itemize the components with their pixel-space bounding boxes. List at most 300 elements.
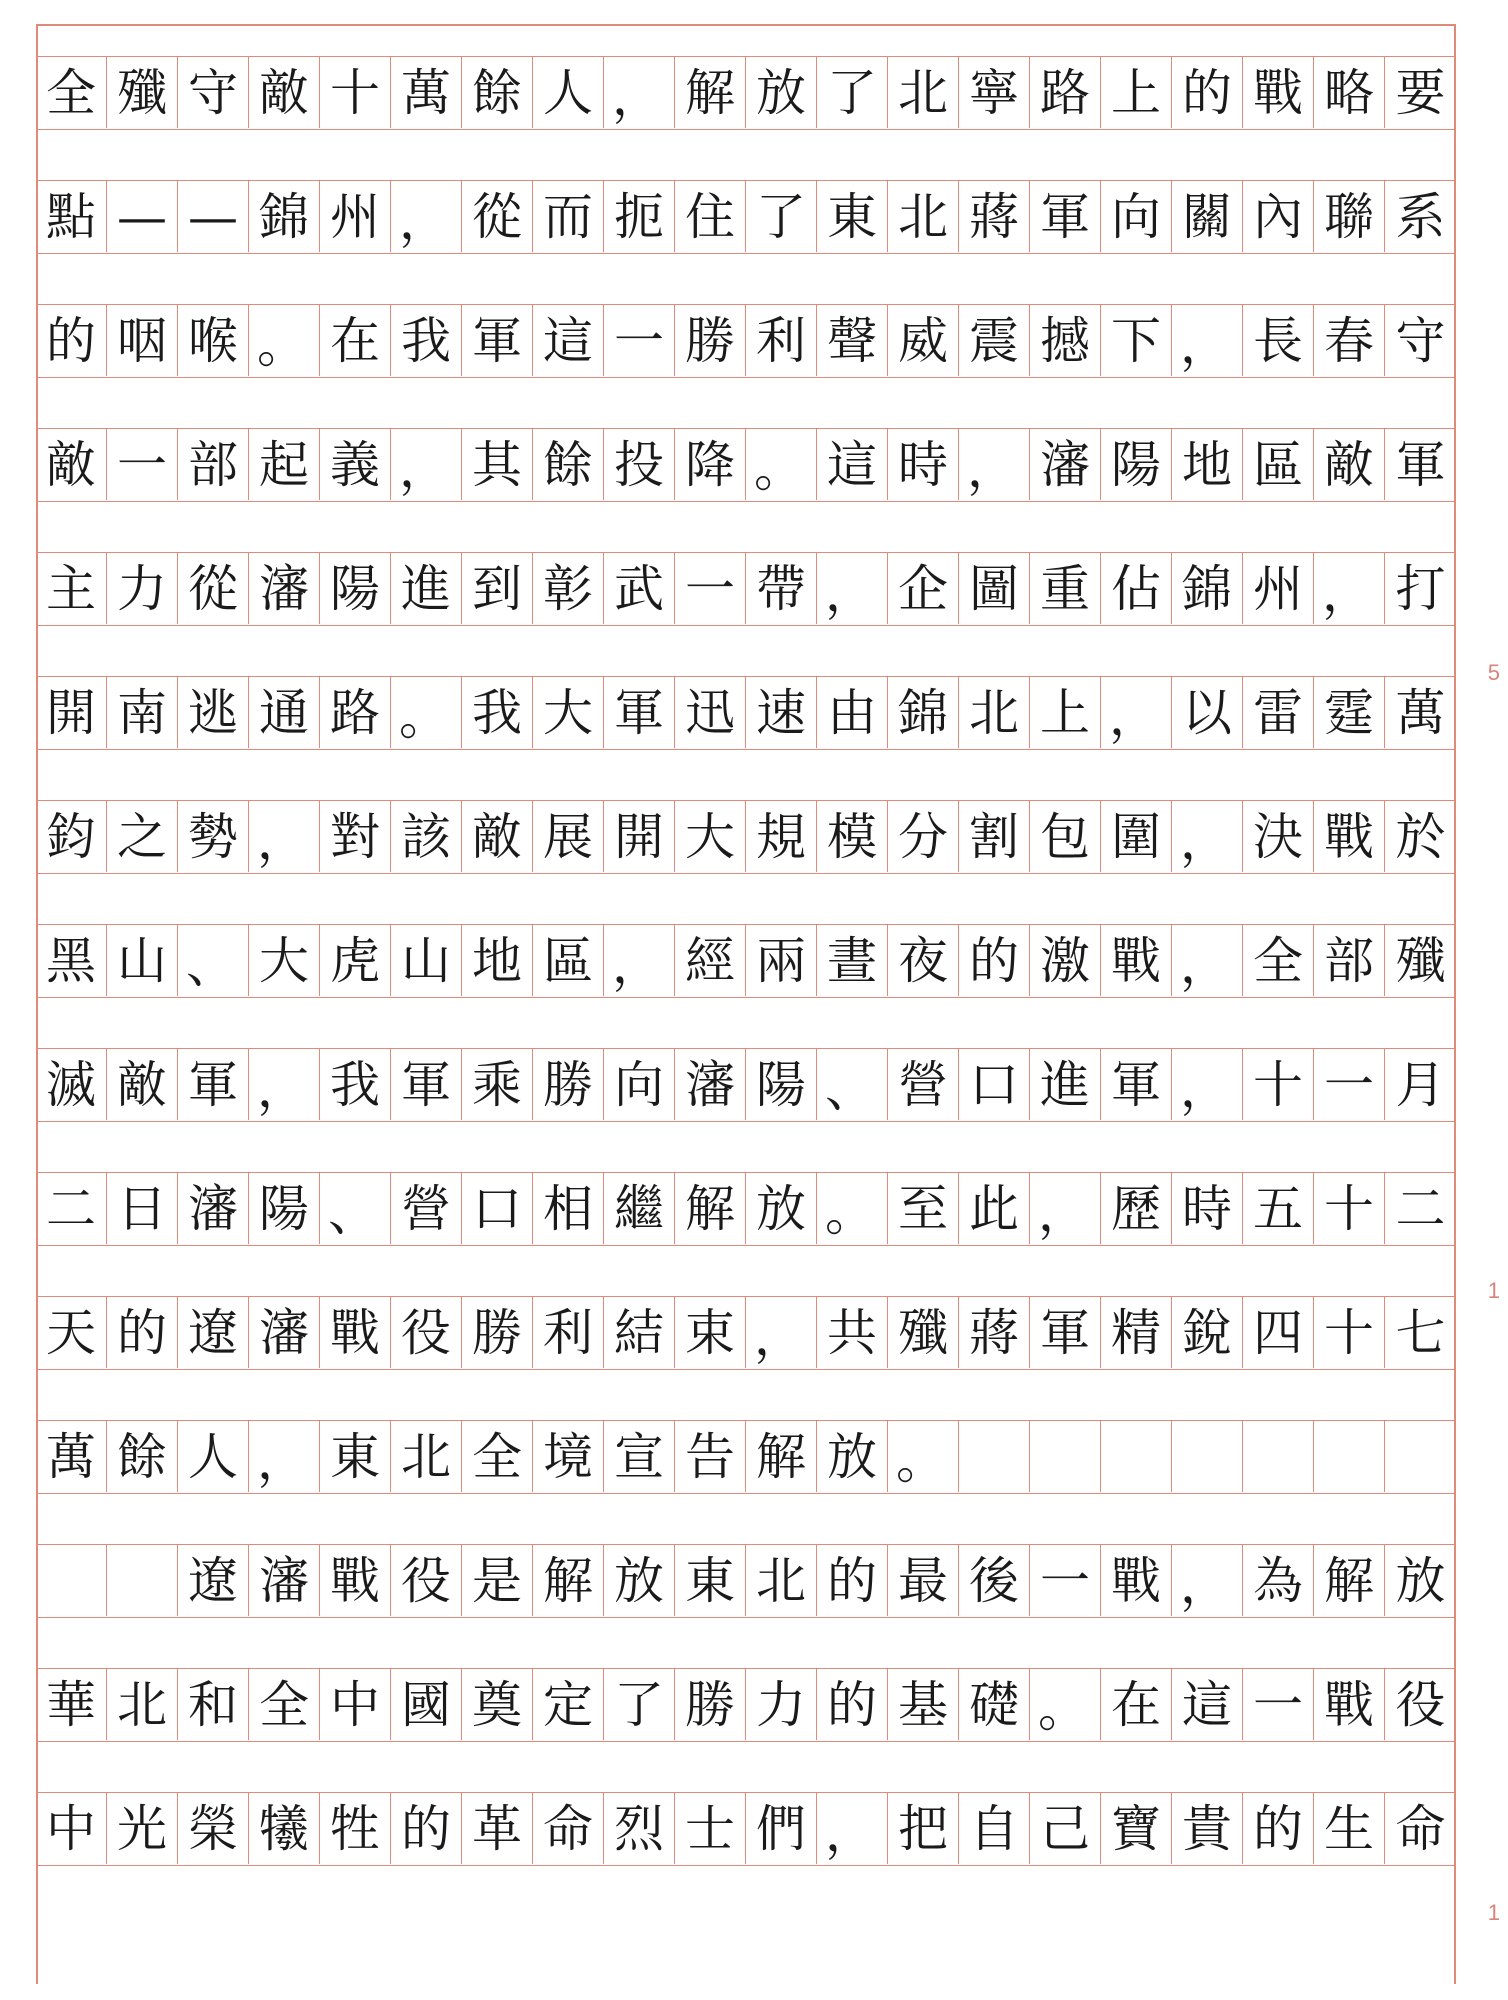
grid-cell: 勝	[462, 1297, 533, 1368]
grid-cell: 這	[533, 305, 604, 376]
grid-cell: 重	[1030, 553, 1101, 624]
grid-cell: 威	[888, 305, 959, 376]
grid-cell: 震	[959, 305, 1030, 376]
grid-cell: 對	[320, 801, 391, 872]
grid-cell: 。	[1030, 1669, 1101, 1740]
grid-cell: 軍	[1101, 1049, 1172, 1120]
grid-cell: 東	[320, 1421, 391, 1492]
grid-cell: 萬	[36, 1421, 107, 1492]
grid-cell: 晝	[817, 925, 888, 996]
grid-cell	[1243, 1421, 1314, 1492]
grid-cell: 二	[1395, 1179, 1446, 1238]
grid-cell: 光	[107, 1793, 178, 1864]
grid-cell: 口	[959, 1049, 1030, 1120]
grid-cell: 中	[36, 1793, 107, 1864]
grid-cell: 北	[107, 1669, 178, 1740]
grid-cell: ，	[249, 1421, 320, 1492]
grid-cell: 戰	[1101, 925, 1172, 996]
grid-cell: 區	[533, 925, 604, 996]
grid-cell: 義	[320, 429, 391, 500]
grid-cell: 十	[1314, 1297, 1385, 1368]
grid-cell: 帶	[746, 553, 817, 624]
grid-cell: 激	[1030, 925, 1101, 996]
grid-cell: ，	[959, 429, 1030, 500]
grid-cell: 餘	[107, 1421, 178, 1492]
grid-cell: 喉	[178, 305, 249, 376]
grid-cell: 力	[746, 1669, 817, 1740]
grid-row	[36, 800, 1456, 874]
grid-row	[36, 1296, 1456, 1370]
grid-cell: 規	[746, 801, 817, 872]
grid-cell: 宣	[604, 1421, 675, 1492]
grid-cell: 東	[675, 1545, 746, 1616]
grid-cell: 割	[959, 801, 1030, 872]
grid-cell: 點	[36, 181, 107, 252]
grid-cell: 口	[462, 1173, 533, 1244]
grid-cell: 軍	[1030, 181, 1101, 252]
grid-cell: 蔣	[959, 1297, 1030, 1368]
grid-cell: 軍	[462, 305, 533, 376]
grid-cell: 瀋	[249, 1545, 320, 1616]
grid-cell: ，	[1101, 677, 1172, 748]
grid-cell: 命	[533, 1793, 604, 1864]
grid-cell: 上	[1030, 677, 1101, 748]
grid-cell: 勝	[675, 1669, 746, 1740]
grid-cell: 最	[888, 1545, 959, 1616]
grid-cell: 榮	[178, 1793, 249, 1864]
grid-cell: 解	[675, 57, 746, 128]
grid-cell: 以	[1172, 677, 1243, 748]
grid-cell: 路	[320, 677, 391, 748]
grid-cell: 區	[1243, 429, 1314, 500]
grid-cell: ，	[604, 925, 675, 996]
grid-cell: ，	[1030, 1173, 1101, 1244]
grid-cell	[1385, 1421, 1456, 1492]
grid-cell: 了	[604, 1669, 675, 1740]
grid-cell: 這	[817, 429, 888, 500]
grid-cell: 這	[1172, 1669, 1243, 1740]
grid-cell: 我	[462, 677, 533, 748]
grid-cell: 一	[604, 305, 675, 376]
grid-cell: 、	[178, 925, 249, 996]
grid-cell	[1314, 1421, 1385, 1492]
grid-cell: 告	[675, 1421, 746, 1492]
grid-cell: 礎	[959, 1669, 1030, 1740]
grid-cell: 鈞	[36, 801, 107, 872]
grid-cell: 餘	[533, 429, 604, 500]
grid-cell: 全	[1243, 925, 1314, 996]
grid-cell: 住	[675, 181, 746, 252]
grid-cell: 降	[675, 429, 746, 500]
grid-cell: 咽	[107, 305, 178, 376]
grid-cell: 滅	[36, 1049, 107, 1120]
grid-cell: 牲	[320, 1793, 391, 1864]
grid-cell: 長	[1243, 305, 1314, 376]
grid-cell	[1030, 1421, 1101, 1492]
grid-cell: 部	[178, 429, 249, 500]
grid-cell: 十	[1243, 1049, 1314, 1120]
grid-cell: 敵	[1314, 429, 1385, 500]
grid-cell: ，	[391, 429, 462, 500]
grid-row	[36, 552, 1456, 626]
grid-cell: 烈	[604, 1793, 675, 1864]
grid-cell: ，	[1172, 801, 1243, 872]
grid-cell: 該	[391, 801, 462, 872]
grid-cell: 守	[178, 57, 249, 128]
grid-cell: 月	[1395, 1055, 1446, 1114]
grid-cell: —	[107, 181, 178, 252]
grid-cell: 乘	[462, 1049, 533, 1120]
grid-cell: 放	[746, 57, 817, 128]
grid-cell: 開	[604, 801, 675, 872]
grid-cell: 企	[888, 553, 959, 624]
grid-cell: 萬	[391, 57, 462, 128]
grid-cell: 瀋	[675, 1049, 746, 1120]
grid-row	[36, 56, 1456, 130]
grid-cell: 殲	[888, 1297, 959, 1368]
grid-cell: 聯	[1314, 181, 1385, 252]
grid-cell: 敵	[249, 57, 320, 128]
grid-cell: 束	[675, 1297, 746, 1368]
grid-cell: 打	[1395, 559, 1446, 618]
grid-cell: 路	[1030, 57, 1101, 128]
grid-cell: 士	[675, 1793, 746, 1864]
grid-cell: 貴	[1172, 1793, 1243, 1864]
grid-row	[36, 428, 1456, 502]
grid-cell	[36, 1545, 107, 1616]
grid-cell: 向	[604, 1049, 675, 1120]
grid-cell: 的	[1172, 57, 1243, 128]
grid-cell: 一	[675, 553, 746, 624]
grid-cell: 南	[107, 677, 178, 748]
grid-cell: 敵	[36, 429, 107, 500]
grid-cell: 戰	[1314, 1669, 1385, 1740]
grid-cell: ，	[817, 1793, 888, 1864]
grid-cell: 放	[746, 1173, 817, 1244]
grid-cell: 進	[1030, 1049, 1101, 1120]
grid-cell: 後	[959, 1545, 1030, 1616]
grid-cell: 一	[1030, 1545, 1101, 1616]
grid-cell: 瀋	[249, 1297, 320, 1368]
grid-cell: 力	[107, 553, 178, 624]
grid-cell: 地	[1172, 429, 1243, 500]
grid-cell: 二	[36, 1173, 107, 1244]
grid-cell: 展	[533, 801, 604, 872]
grid-cell: 把	[888, 1793, 959, 1864]
grid-cell: 聲	[817, 305, 888, 376]
grid-cell: 了	[746, 181, 817, 252]
grid-cell: 軍	[1395, 435, 1446, 494]
grid-cell: 圍	[1101, 801, 1172, 872]
grid-cell: 模	[817, 801, 888, 872]
grid-cell: ，	[249, 1049, 320, 1120]
grid-cell: 下	[1101, 305, 1172, 376]
grid-cell: 陽	[249, 1173, 320, 1244]
grid-cell: 十	[320, 57, 391, 128]
grid-cell: 營	[391, 1173, 462, 1244]
grid-cell: 命	[1395, 1799, 1446, 1858]
grid-cell: 一	[1314, 1049, 1385, 1120]
grid-cell: 為	[1243, 1545, 1314, 1616]
grid-cell: 華	[36, 1669, 107, 1740]
grid-row	[36, 304, 1456, 378]
grid-cell: 黑	[36, 925, 107, 996]
grid-cell: 分	[888, 801, 959, 872]
grid-cell: ，	[1172, 1545, 1243, 1616]
grid-cell: 基	[888, 1669, 959, 1740]
grid-cell: 佔	[1101, 553, 1172, 624]
grid-cell: 投	[604, 429, 675, 500]
grid-cell	[107, 1545, 178, 1616]
grid-cell: 人	[533, 57, 604, 128]
grid-cell: 其	[462, 429, 533, 500]
grid-cell: 自	[959, 1793, 1030, 1864]
grid-cell: 山	[107, 925, 178, 996]
grid-cell: 錦	[1172, 553, 1243, 624]
grid-cell: 日	[107, 1173, 178, 1244]
grid-cell: 上	[1101, 57, 1172, 128]
grid-cell: 、	[817, 1049, 888, 1120]
grid-cell: 在	[320, 305, 391, 376]
grid-cell: 解	[675, 1173, 746, 1244]
grid-cell: 戰	[1101, 1545, 1172, 1616]
grid-cell: 繼	[604, 1173, 675, 1244]
grid-cell: 時	[1172, 1173, 1243, 1244]
grid-cell: 瀋	[178, 1173, 249, 1244]
grid-cell: 戰	[1314, 801, 1385, 872]
grid-cell: 瀋	[1030, 429, 1101, 500]
grid-cell: 精	[1101, 1297, 1172, 1368]
grid-cell: 的	[36, 305, 107, 376]
grid-cell: 兩	[746, 925, 817, 996]
grid-cell: 彰	[533, 553, 604, 624]
grid-cell: 。	[249, 305, 320, 376]
grid-cell: 略	[1314, 57, 1385, 128]
grid-cell: 的	[107, 1297, 178, 1368]
grid-cell: 戰	[320, 1297, 391, 1368]
grid-cell: 的	[817, 1669, 888, 1740]
grid-cell: 春	[1314, 305, 1385, 376]
grid-cell: 包	[1030, 801, 1101, 872]
grid-cell: 結	[604, 1297, 675, 1368]
grid-cell: 之	[107, 801, 178, 872]
grid-cell: 解	[533, 1545, 604, 1616]
grid-cell: 雷	[1243, 677, 1314, 748]
grid-cell: 北	[888, 181, 959, 252]
grid-cell: 境	[533, 1421, 604, 1492]
grid-cell: 、	[320, 1173, 391, 1244]
grid-cell: 是	[462, 1545, 533, 1616]
grid-cell: 州	[320, 181, 391, 252]
grid-cell: 四	[1243, 1297, 1314, 1368]
grid-row	[36, 924, 1456, 998]
grid-cell: ，	[746, 1297, 817, 1368]
grid-cell: 利	[533, 1297, 604, 1368]
grid-cell: 戰	[1243, 57, 1314, 128]
grid-cell: ，	[604, 57, 675, 128]
grid-cell: 敵	[107, 1049, 178, 1120]
grid-cell: 軍	[391, 1049, 462, 1120]
grid-cell: 相	[533, 1173, 604, 1244]
grid-cell: 速	[746, 677, 817, 748]
grid-cell: 陽	[320, 553, 391, 624]
grid-row	[36, 1048, 1456, 1122]
grid-cell: 從	[462, 181, 533, 252]
grid-cell: 大	[533, 677, 604, 748]
grid-cell: 時	[888, 429, 959, 500]
grid-cell: 軍	[178, 1049, 249, 1120]
grid-cell: 於	[1395, 807, 1446, 866]
margin-number: 1	[1487, 1278, 1500, 1303]
grid-cell: 至	[888, 1173, 959, 1244]
grid-cell	[959, 1421, 1030, 1492]
grid-cell: 而	[533, 181, 604, 252]
grid-cell: 一	[1243, 1669, 1314, 1740]
grid-cell: 大	[675, 801, 746, 872]
margin-number: 5	[1487, 660, 1500, 685]
grid-cell: 生	[1314, 1793, 1385, 1864]
grid-cell: 放	[604, 1545, 675, 1616]
grid-cell: 全	[462, 1421, 533, 1492]
grid-cell: 通	[249, 677, 320, 748]
grid-cell: 在	[1101, 1669, 1172, 1740]
grid-cell: ，	[391, 181, 462, 252]
grid-cell: 國	[391, 1669, 462, 1740]
grid-cell: 十	[1314, 1173, 1385, 1244]
grid-cell: 遼	[178, 1545, 249, 1616]
grid-cell: 主	[36, 553, 107, 624]
grid-cell: 七	[1395, 1303, 1446, 1362]
grid-cell: 軍	[604, 677, 675, 748]
grid-cell: 到	[462, 553, 533, 624]
grid-cell: 殲	[107, 57, 178, 128]
grid-cell: 錦	[249, 181, 320, 252]
grid-cell: 圖	[959, 553, 1030, 624]
grid-cell: 中	[320, 1669, 391, 1740]
grid-cell: ，	[1172, 1049, 1243, 1120]
grid-cell: 解	[746, 1421, 817, 1492]
grid-row	[36, 1172, 1456, 1246]
grid-cell: 的	[959, 925, 1030, 996]
grid-cell: 放	[1395, 1551, 1446, 1610]
grid-cell: 從	[178, 553, 249, 624]
grid-cell: 役	[391, 1297, 462, 1368]
grid-cell: 北	[391, 1421, 462, 1492]
grid-cell: 解	[1314, 1545, 1385, 1616]
grid-cell: ，	[1172, 305, 1243, 376]
grid-cell: 武	[604, 553, 675, 624]
grid-cell: 歷	[1101, 1173, 1172, 1244]
grid-cell: 人	[178, 1421, 249, 1492]
grid-cell: 地	[462, 925, 533, 996]
grid-cell: 由	[817, 677, 888, 748]
grid-cell: 軍	[1030, 1297, 1101, 1368]
grid-cell: 。	[746, 429, 817, 500]
grid-cell: 銳	[1172, 1297, 1243, 1368]
grid-cell: 撼	[1030, 305, 1101, 376]
grid-cell: 定	[533, 1669, 604, 1740]
grid-cell: 大	[249, 925, 320, 996]
grid-cell: 利	[746, 305, 817, 376]
grid-cell: 全	[249, 1669, 320, 1740]
grid-cell: 的	[1243, 1793, 1314, 1864]
grid-cell: 東	[817, 181, 888, 252]
grid-cell: ，	[1172, 925, 1243, 996]
grid-cell: 全	[36, 57, 107, 128]
grid-row	[36, 1420, 1456, 1494]
grid-cell: 蔣	[959, 181, 1030, 252]
grid-cell: 的	[817, 1545, 888, 1616]
grid-cell: 寶	[1101, 1793, 1172, 1864]
grid-cell: 夜	[888, 925, 959, 996]
grid-cell: 敵	[462, 801, 533, 872]
grid-cell: 進	[391, 553, 462, 624]
grid-cell: 了	[817, 57, 888, 128]
grid-cell: 勝	[533, 1049, 604, 1120]
grid-cell: 虎	[320, 925, 391, 996]
grid-cell: 扼	[604, 181, 675, 252]
grid-cell: 遼	[178, 1297, 249, 1368]
grid-cell: 系	[1395, 187, 1446, 246]
grid-cell: 餘	[462, 57, 533, 128]
grid-cell	[1101, 1421, 1172, 1492]
grid-row	[36, 180, 1456, 254]
grid-cell: 革	[462, 1793, 533, 1864]
grid-cell: 錦	[888, 677, 959, 748]
grid-row	[36, 1792, 1456, 1866]
grid-cell: 北	[959, 677, 1030, 748]
grid-cell: 的	[391, 1793, 462, 1864]
grid-cell: 。	[888, 1421, 959, 1492]
grid-cell: 役	[391, 1545, 462, 1616]
grid-cell: 霆	[1314, 677, 1385, 748]
grid-cell: ，	[249, 801, 320, 872]
grid-cell	[1172, 1421, 1243, 1492]
grid-cell: 共	[817, 1297, 888, 1368]
grid-cell: 勢	[178, 801, 249, 872]
grid-cell: 迅	[675, 677, 746, 748]
grid-cell: ，	[817, 553, 888, 624]
grid-cell: 天	[36, 1297, 107, 1368]
grid-cell: 北	[746, 1545, 817, 1616]
grid-cell: 役	[1395, 1675, 1446, 1734]
grid-cell: 決	[1243, 801, 1314, 872]
grid-cell: 殲	[1395, 931, 1446, 990]
grid-cell: 們	[746, 1793, 817, 1864]
grid-cell: 守	[1395, 311, 1446, 370]
grid-cell: 關	[1172, 181, 1243, 252]
grid-cell: 逃	[178, 677, 249, 748]
grid-cell: 五	[1243, 1173, 1314, 1244]
grid-cell: 瀋	[249, 553, 320, 624]
grid-cell: 寧	[959, 57, 1030, 128]
grid-cell: 營	[888, 1049, 959, 1120]
grid-cell: 陽	[746, 1049, 817, 1120]
grid-cell: 己	[1030, 1793, 1101, 1864]
grid-cell: 我	[320, 1049, 391, 1120]
grid-cell: 陽	[1101, 429, 1172, 500]
grid-cell: 戰	[320, 1545, 391, 1616]
grid-cell: 。	[391, 677, 462, 748]
grid-cell: 我	[391, 305, 462, 376]
grid-cell: 州	[1243, 553, 1314, 624]
grid-row	[36, 1668, 1456, 1742]
grid-cell: 此	[959, 1173, 1030, 1244]
grid-cell: 放	[817, 1421, 888, 1492]
grid-cell: 向	[1101, 181, 1172, 252]
grid-cell: 萬	[1395, 683, 1446, 742]
grid-cell: 。	[817, 1173, 888, 1244]
